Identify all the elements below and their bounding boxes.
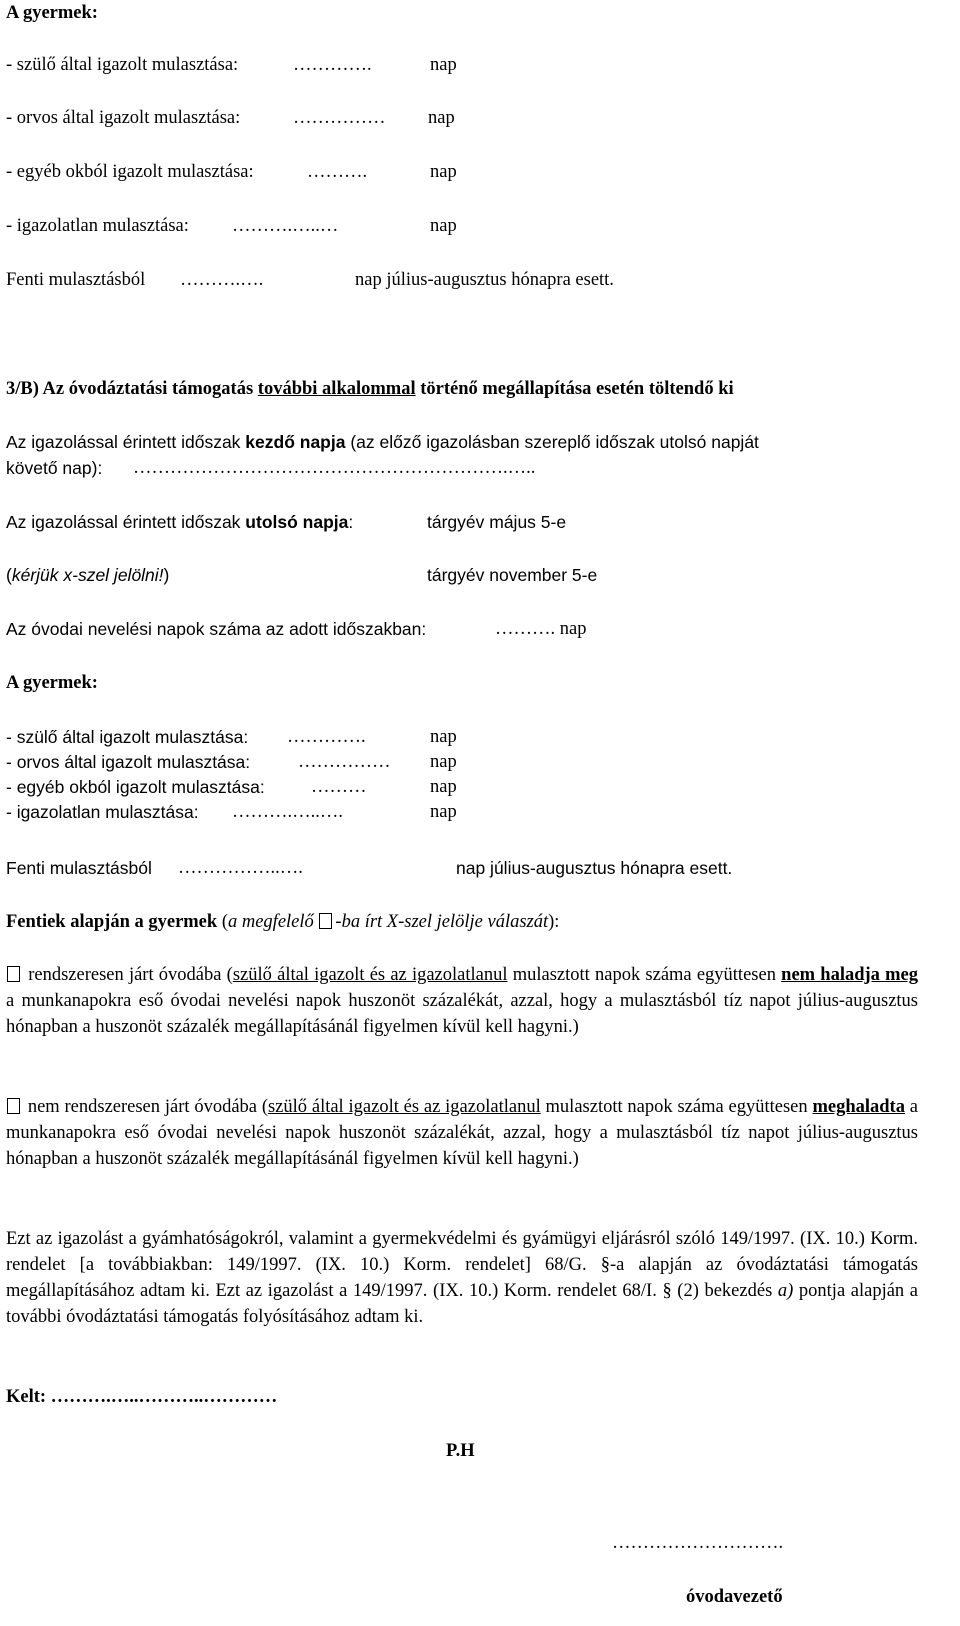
absence-dots[interactable]: …………… bbox=[298, 752, 391, 772]
section-heading: A gyermek: bbox=[6, 673, 98, 693]
option-regular-checkbox[interactable] bbox=[7, 966, 20, 982]
section-title-part: történő megállapítása esetén töltendő ki bbox=[415, 379, 734, 399]
absence-label: - szülő által igazolt mulasztása: bbox=[6, 55, 239, 75]
mark-hint-part: ( bbox=[6, 565, 12, 585]
absence-dots[interactable]: ……….…..…. bbox=[232, 802, 343, 822]
absence-unit: nap bbox=[430, 752, 457, 772]
stamp-placeholder: P.H bbox=[446, 1441, 475, 1461]
legal-italic: a) bbox=[777, 1281, 794, 1301]
section-heading: A gyermek: bbox=[6, 3, 98, 23]
option-text: a munkanapokra eső óvodai nevelési napok huszonöt százalékát, azzal, hogy a mulasztásból tíz napot július-augusztus hónapban a huszonöt százalék megállapításánál figyelmen kívül kell hagyni.) bbox=[6, 991, 918, 1037]
end-day-text: : bbox=[348, 512, 354, 532]
option-underlined: szülő által igazolt és az igazolatlanul bbox=[267, 1097, 541, 1117]
option-underlined: szülő által igazolt és az igazolatlanul bbox=[232, 965, 508, 985]
option-emphasis: meghaladta bbox=[812, 1097, 905, 1117]
option-irregular-paragraph bbox=[6, 1094, 918, 1172]
option-regular-paragraph bbox=[6, 962, 918, 1040]
absence-label: - orvos által igazolt mulasztása: bbox=[6, 108, 241, 128]
start-day-bold: kezdő napja bbox=[245, 432, 346, 452]
signer-role: óvodavezető bbox=[686, 1587, 783, 1607]
absence-unit: nap bbox=[428, 108, 455, 128]
absence-label: - szülő által igazolt mulasztása: bbox=[6, 727, 249, 747]
absence-dots[interactable]: ………. bbox=[307, 162, 368, 182]
mark-hint bbox=[6, 564, 169, 586]
option-emphasis: nem haladja meg bbox=[781, 965, 918, 985]
absence-dots[interactable]: …………. bbox=[287, 727, 366, 747]
end-option-november[interactable]: tárgyév november 5-e bbox=[427, 565, 598, 585]
mark-hint-part: ) bbox=[163, 565, 170, 585]
summary-dots[interactable]: ……………..…. bbox=[178, 858, 303, 878]
absence-unit: nap bbox=[430, 55, 457, 75]
absence-dots[interactable]: ……….…..… bbox=[232, 216, 339, 236]
basis-text: ): bbox=[548, 912, 560, 932]
mark-hint-italic: kérjük x-szel jelölni! bbox=[11, 565, 164, 585]
summary-label: Fenti mulasztásból bbox=[6, 270, 146, 290]
absence-label: - egyéb okból igazolt mulasztása: bbox=[6, 162, 254, 182]
end-day-bold: utolsó napja bbox=[245, 512, 349, 532]
summary-tail: nap július-augusztus hónapra esett. bbox=[456, 858, 733, 878]
school-days-label: Az óvodai nevelési napok száma az adott időszakban: bbox=[6, 619, 427, 639]
summary-dots[interactable]: ……….…. bbox=[180, 270, 264, 290]
end-day-line bbox=[6, 511, 353, 533]
date-field[interactable]: Kelt: ……….…..………..………… bbox=[6, 1387, 278, 1407]
section-title bbox=[6, 378, 734, 400]
option-text: nem rendszeresen járt óvodába ( bbox=[23, 1097, 268, 1117]
absence-label: - egyéb okból igazolt mulasztása: bbox=[6, 777, 265, 797]
signature-line[interactable]: ………………………. bbox=[612, 1533, 784, 1553]
legal-text: Ezt az igazolást a gyámhatóságokról, valamint a gyermekvédelmi és gyámügyi eljárásról szóló 149/1997. (IX. 10.) Korm. rendelet [a továbbiakban: 149/1997. (IX. 10.) Korm. rendelet] 68/G. §-a alapján az óvodáztatási támogatás megállapításához adtam ki. Ezt az igazolást a 149/1997. (IX. 10.) Korm. rendelet 68/I. § (2) bekezdés bbox=[6, 1229, 918, 1301]
basis-italic: a megfelelő bbox=[227, 912, 319, 932]
basis-line bbox=[6, 911, 559, 933]
start-day-text: (az előző igazolásban szereplő időszak utolsó napját bbox=[345, 432, 759, 452]
checkbox-icon bbox=[319, 913, 332, 929]
absence-label: - orvos által igazolt mulasztása: bbox=[6, 752, 251, 772]
school-days-dots[interactable]: ………. nap bbox=[495, 619, 587, 639]
start-day-line bbox=[6, 431, 759, 453]
absence-dots[interactable]: ……… bbox=[311, 777, 367, 797]
end-option-may[interactable]: tárgyév május 5-e bbox=[427, 512, 567, 532]
option-text: a munkanapokra eső óvodai nevelési napok huszonöt százalékát, azzal, hogy a mulasztásból tíz napot július-augusztus hónapban a huszonöt százalék megállapításánál figyelmen kívül kell hagyni.) bbox=[6, 1097, 918, 1169]
option-text: mulasztott napok száma együttesen bbox=[540, 1097, 813, 1117]
absence-dots[interactable]: …………… bbox=[293, 108, 386, 128]
start-day-label: követő nap): bbox=[6, 458, 103, 478]
option-irregular-checkbox[interactable] bbox=[7, 1098, 20, 1114]
end-day-text: Az igazolással érintett időszak bbox=[6, 512, 246, 532]
absence-unit: nap bbox=[430, 727, 457, 747]
absence-label: - igazolatlan mulasztása: bbox=[6, 802, 199, 822]
absence-unit: nap bbox=[430, 162, 457, 182]
option-text: rendszeresen járt óvodába ( bbox=[23, 965, 233, 985]
absence-label: - igazolatlan mulasztása: bbox=[6, 216, 189, 236]
option-text: mulasztott napok száma együttesen bbox=[507, 965, 782, 985]
basis-text: ( bbox=[217, 912, 228, 932]
summary-tail: nap július-augusztus hónapra esett. bbox=[355, 270, 614, 290]
summary-label: Fenti mulasztásból bbox=[6, 858, 152, 878]
start-day-dots[interactable]: …………………………………………………….….. bbox=[133, 458, 536, 478]
absence-dots[interactable]: …………. bbox=[293, 55, 372, 75]
section-title-part: 3/B) Az óvodáztatási támogatás bbox=[6, 379, 258, 399]
legal-paragraph bbox=[6, 1226, 918, 1330]
absence-unit: nap bbox=[430, 802, 457, 822]
basis-bold: Fentiek alapján a gyermek bbox=[6, 912, 218, 932]
absence-unit: nap bbox=[430, 216, 457, 236]
legal-text: pontja alapján a további óvodáztatási támogatás folyósításához adtam ki. bbox=[6, 1281, 918, 1327]
basis-italic: -ba írt X-szel jelölje válaszát bbox=[335, 912, 549, 932]
section-title-underlined: további alkalommal bbox=[257, 379, 416, 399]
absence-unit: nap bbox=[430, 777, 457, 797]
start-day-text: Az igazolással érintett időszak bbox=[6, 432, 246, 452]
